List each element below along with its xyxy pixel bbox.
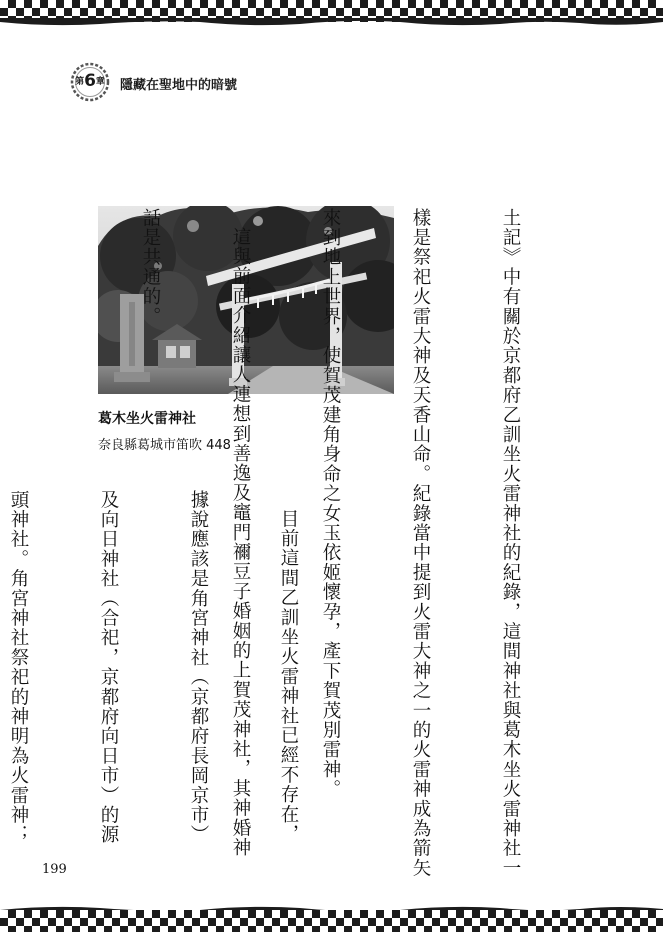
bottom-checker-band [0,910,663,932]
chapter-number: 6 [84,71,96,91]
text-column: 目前這間乙訓坐火雷神社已經不存在， [278,508,299,844]
text-column: 話是共通的。 [140,208,161,327]
chapter-suffix: 章 [95,77,105,87]
chapter-prefix: 第 [75,77,85,87]
chapter-badge [70,62,110,102]
text-column: 樣是祭祀火雷大神及天香山命。紀錄當中提到火雷大神之一的火雷神成為箭矢 [410,208,431,878]
chapter-header [70,62,370,102]
page-number: 199 [42,862,67,877]
text-column: 土記》中有關於京都府乙訓坐火雷神社的紀錄，這間神社與葛木坐火雷神社一 [500,208,521,878]
text-column: 頭神社。角宮神社祭祀的神明為火雷神； [8,490,29,845]
text-column: 據說應該是角宮神社（京都府長岡京市） [188,490,209,845]
caption-address: 奈良縣葛城市笛吹 448 [98,438,231,453]
caption-title: 葛木坐火雷神社 [98,411,196,427]
lower-body-text [0,490,363,845]
chapter-title: 隱藏在聖地中的暗號 [120,78,238,93]
text-column: 來到地上世界，使賀茂建角身命之女玉依姬懷孕，產下賀茂別雷神。 [320,208,341,799]
top-brush-edge [0,18,663,28]
text-column: 及向日神社（合祀，京都府向日市）的源 [98,490,119,845]
text-column: 這與前面介紹讓人連想到善逸及竈門禰豆子婚姻的上賀茂神社，其神婚神 [230,226,251,857]
